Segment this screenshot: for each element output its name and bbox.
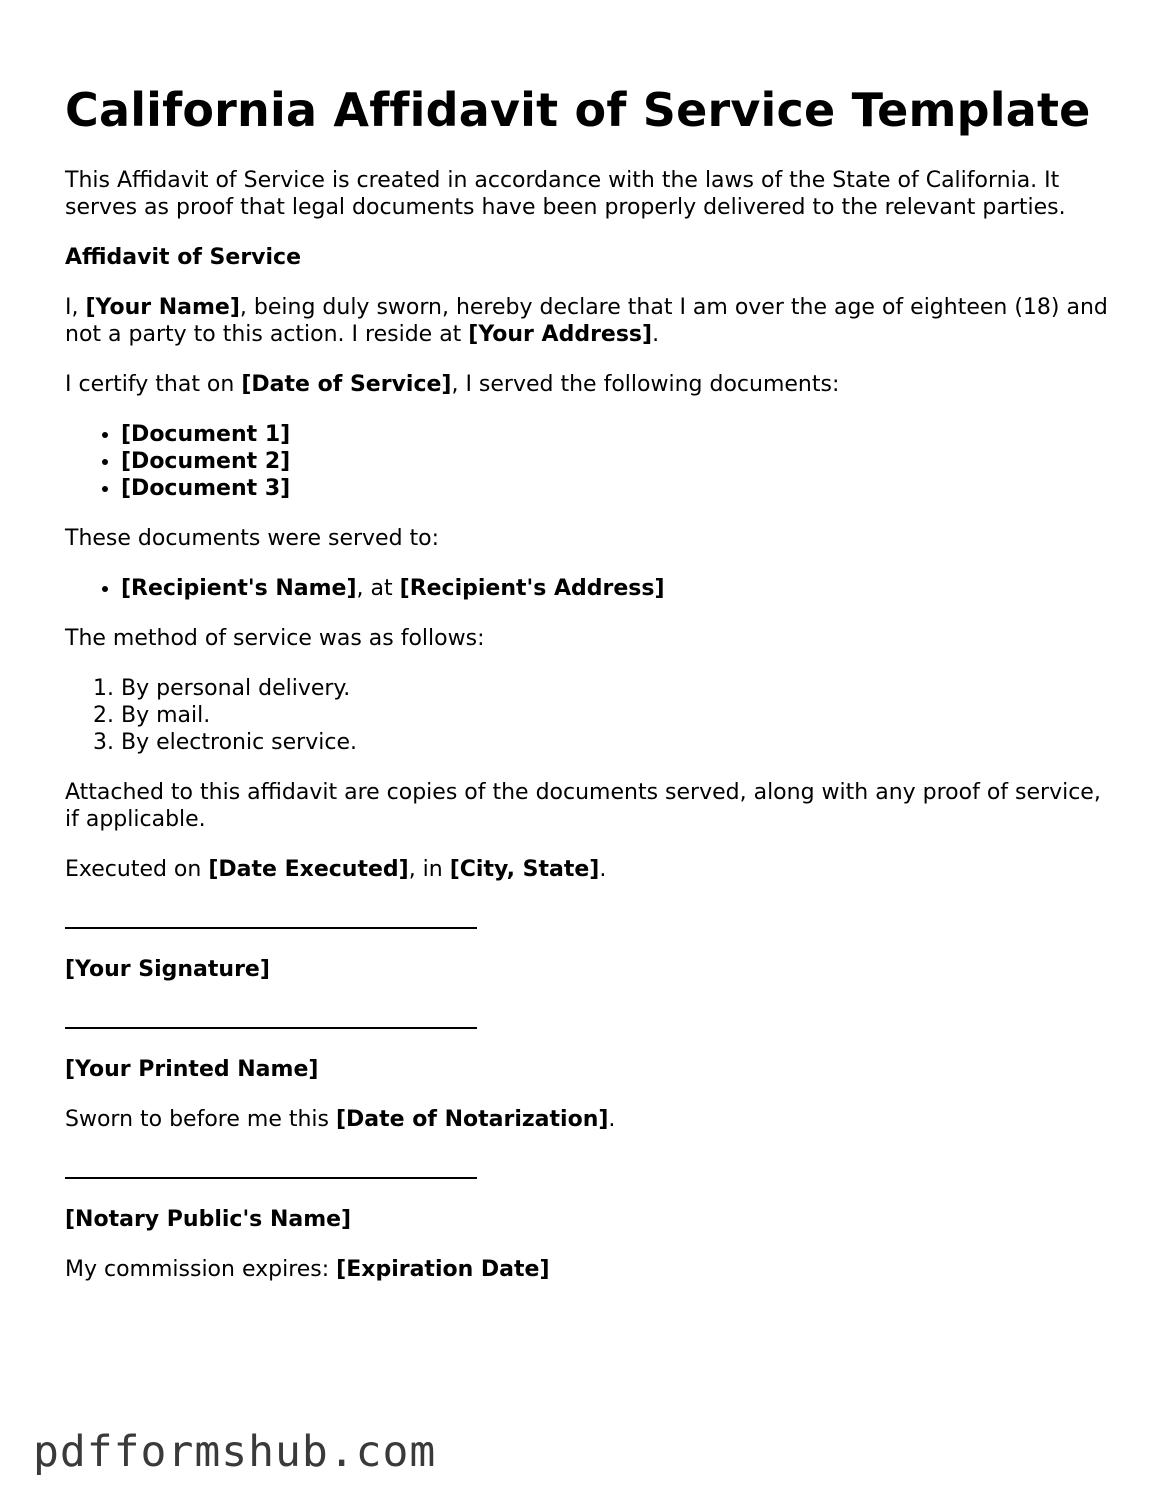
recipient-name-placeholder: [Recipient's Name] (121, 576, 357, 601)
list-item: 1. By personal delivery. (121, 675, 1115, 702)
list-item: • [Recipient's Name], at [Recipient's Address] (121, 575, 1115, 602)
document-page (65, 78, 1115, 1306)
declaration-paragraph: I, [Your Name], being duly sworn, hereby declare that I am over the age of eighteen (18) and not a party to this action. I reside at [Your Address]. (65, 295, 1108, 347)
commission-paragraph: My commission expires: [Expiration Date] (65, 1257, 550, 1282)
expiration-date-placeholder: [Expiration Date] (336, 1257, 550, 1282)
notary-signature-line (65, 1156, 477, 1183)
your-address-placeholder: [Your Address] (468, 322, 653, 347)
date-of-notarization-placeholder: [Date of Notarization] (335, 1107, 609, 1132)
recipient-address-placeholder: [Recipient's Address] (399, 576, 665, 601)
method-intro: The method of service was as follows: (65, 626, 485, 651)
list-item: • [Document 1] (121, 421, 1115, 448)
section-heading: Affidavit of Service (65, 245, 302, 270)
signature-line (65, 906, 477, 933)
list-item: 2. By mail. (121, 702, 1115, 729)
printed-name-line (65, 1006, 477, 1033)
certify-paragraph: I certify that on [Date of Service], I served the following documents: (65, 372, 840, 397)
list-item: • [Document 3] (121, 475, 1115, 502)
list-item: • [Document 2] (121, 448, 1115, 475)
attached-paragraph: Attached to this affidavit are copies of the documents served, along with any proof of service, if applicable. (65, 780, 1101, 832)
documents-list (65, 421, 1115, 502)
date-of-service-placeholder: [Date of Service] (241, 372, 452, 397)
served-to-intro: These documents were served to: (65, 526, 440, 551)
executed-paragraph: Executed on [Date Executed], in [City, State]. (65, 857, 607, 882)
intro-paragraph: This Affidavit of Service is created in accordance with the laws of the State of California. It serves as proof that legal documents have been properly delivered to the relevant parties. (65, 168, 1066, 220)
page-title: California Affidavit of Service Template (65, 83, 1091, 137)
notary-name-label: [Notary Public's Name] (65, 1207, 352, 1232)
recipients-list (65, 575, 1115, 602)
watermark: pdfformshub.com (33, 1427, 437, 1477)
list-item: 3. By electronic service. (121, 729, 1115, 756)
your-printed-name-label: [Your Printed Name] (65, 1057, 319, 1082)
date-executed-placeholder: [Date Executed] (208, 857, 409, 882)
your-name-placeholder: [Your Name] (85, 295, 240, 320)
sworn-paragraph: Sworn to before me this [Date of Notarization]. (65, 1107, 616, 1132)
your-signature-label: [Your Signature] (65, 957, 270, 982)
city-state-placeholder: [City, State] (449, 857, 600, 882)
methods-list (65, 675, 1115, 756)
